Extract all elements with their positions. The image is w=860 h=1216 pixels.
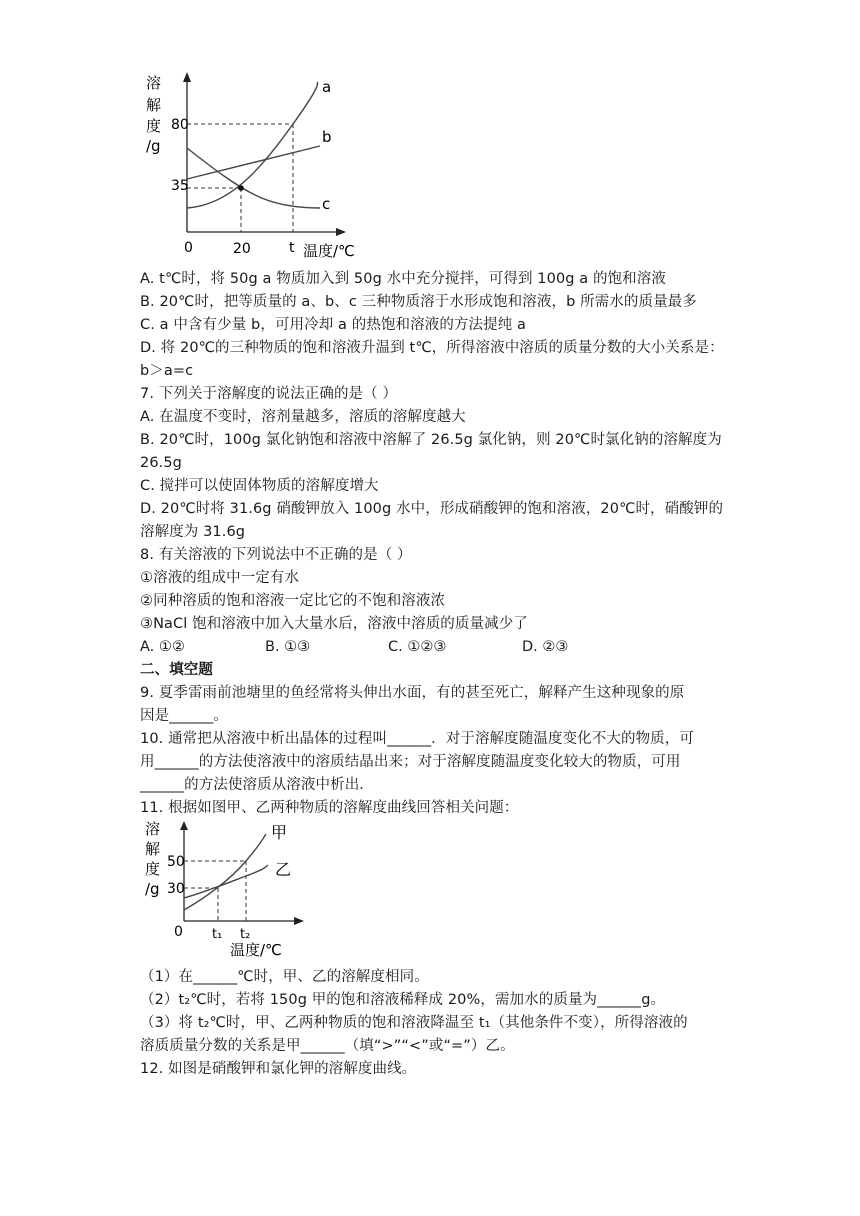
q7-option-d: D. 20℃时将 31.6g 硝酸钾放入 100g 水中，形成硝酸钾的饱和溶液，20℃时，硝酸钾的 — [140, 501, 724, 517]
q6-option-a: A. t℃时，将 50g a 物质加入到 50g 水中充分搅拌，可得到 100g a 的饱和溶液 — [140, 271, 666, 287]
q7-stem: 7. 下列关于溶解度的说法正确的是（ ） — [140, 386, 398, 402]
fig2-xlabel: 温度/℃ — [230, 941, 282, 959]
q6-option-c: C. a 中含有少量 b，可用冷却 a 的热饱和溶液的方法提纯 a — [140, 317, 527, 333]
fig1-ylabel-2: 解 — [146, 96, 162, 114]
fig2-xtick-t2: t₂ — [240, 927, 251, 942]
fig1-xtick-t: t — [289, 240, 295, 256]
fig2-xtick-0: 0 — [174, 924, 183, 940]
fig2-ytick-50: 50 — [167, 854, 185, 870]
fig2-ylabel-3: 度 — [145, 860, 161, 878]
q8-statement-2: ②同种溶质的饱和溶液一定比它的不饱和溶液浓 — [140, 593, 446, 609]
fig2-x-arrow — [294, 917, 304, 925]
q6-option-b: B. 20℃时，把等质量的 a、b、c 三种物质溶于水形成饱和溶液，b 所需水的质量最多 — [140, 294, 697, 310]
q11-stem: 11. 根据如图甲、乙两种物质的溶解度曲线回答相关问题： — [140, 800, 519, 816]
q12-stem: 12. 如图是硝酸钾和氯化钾的溶解度曲线。 — [140, 1061, 417, 1077]
curve-b-label: b — [322, 128, 332, 146]
q8-statement-3: ③NaCl 饱和溶液中加入大量水后，溶液中溶质的质量减少了 — [140, 616, 528, 632]
q11-sub-3-cont: 溶质质量分数的关系是甲______（填“>”“<”或“=”）乙。 — [140, 1038, 515, 1054]
q10-line-2: 用______的方法使溶液中的溶质结晶出来；对于溶解度随温度变化较大的物质，可用 — [140, 754, 681, 770]
fig1-ylabel-3: 度 — [146, 117, 162, 135]
curve-yi-label: 乙 — [275, 860, 292, 879]
fig1-x-arrow — [336, 228, 346, 236]
q11-sub-1: （1）在______℃时，甲、乙的溶解度相同。 — [140, 969, 429, 985]
q10-line-3: ______的方法使溶质从溶液中析出． — [140, 777, 374, 793]
curve-jia — [184, 834, 266, 910]
fig1-ylabel-1: 溶 — [146, 74, 162, 92]
fig2-ylabel-2: 解 — [145, 840, 161, 858]
fig1-xtick-0: 0 — [184, 240, 193, 256]
q7-option-d-cont: 溶解度为 31.6g — [140, 524, 246, 540]
fig2-xtick-t1: t₁ — [212, 927, 223, 942]
q9-line-1: 9. 夏季雷雨前池塘里的鱼经常将头伸出水面，有的甚至死亡，解释产生这种现象的原 — [140, 685, 685, 701]
solubility-chart-abc — [0, 0, 860, 270]
curve-jia-label: 甲 — [271, 823, 288, 842]
fig1-ytick-80: 80 — [171, 117, 189, 133]
fig1-ylabel-4: /g — [146, 137, 161, 155]
section-title-fill-in: 二、填空题 — [140, 662, 213, 678]
fig2-ylabel-1: 溶 — [145, 820, 161, 838]
q7-option-b-cont: 26.5g — [140, 455, 182, 471]
q8-choice-a: A. ①② — [140, 639, 185, 655]
q6-option-d-cont: b＞a=c — [140, 363, 194, 379]
q8-statement-1: ①溶液的组成中一定有水 — [140, 570, 300, 586]
q9-line-2: 因是______。 — [140, 708, 228, 724]
fig2-ylabel-4: /g — [145, 880, 160, 898]
fig1-ytick-35: 35 — [171, 178, 189, 194]
q11-sub-3: （3）将 t₂℃时，甲、乙两种物质的饱和溶液降温至 t₁（其他条件不变），所得溶液的 — [140, 1015, 688, 1031]
q7-option-c: C. 搅拌可以使固体物质的溶解度增大 — [140, 478, 379, 494]
q8-choice-b: B. ①③ — [265, 639, 311, 655]
q8-choice-d: D. ②③ — [522, 639, 569, 655]
curve-a-label: a — [322, 78, 332, 96]
q10-line-1: 10. 通常把从溶液中析出晶体的过程叫______．对于溶解度随温度变化不大的物质，可 — [140, 731, 694, 747]
q11-sub-2: （2）t₂℃时，若将 150g 甲的饱和溶液稀释成 20%，需加水的质量为______g。 — [140, 992, 666, 1008]
q8-choice-c: C. ①②③ — [388, 639, 447, 655]
q7-option-a: A. 在温度不变时，溶剂量越多，溶质的溶解度越大 — [140, 409, 466, 425]
q8-stem: 8. 有关溶液的下列说法中不正确的是（ ） — [140, 547, 412, 563]
fig2-y-arrow — [180, 821, 188, 830]
q7-option-b: B. 20℃时，100g 氯化钠饱和溶液中溶解了 26.5g 氯化钠，则 20℃时氯化钠的溶解度为 — [140, 432, 722, 448]
fig1-y-arrow — [183, 72, 191, 82]
fig1-xtick-20: 20 — [233, 241, 251, 257]
q6-option-d: D. 将 20℃的三种物质的饱和溶液升温到 t℃，所得溶液中溶质的质量分数的大小关系是： — [140, 340, 724, 356]
curve-c — [187, 148, 320, 208]
fig2-ytick-30: 30 — [167, 881, 185, 897]
curve-a — [187, 82, 318, 208]
fig1-intersection-point — [238, 185, 244, 191]
solubility-chart-jia-yi — [0, 818, 860, 978]
curve-b — [187, 146, 320, 179]
fig1-xlabel: 温度/℃ — [303, 242, 355, 260]
curve-c-label: c — [322, 195, 331, 213]
